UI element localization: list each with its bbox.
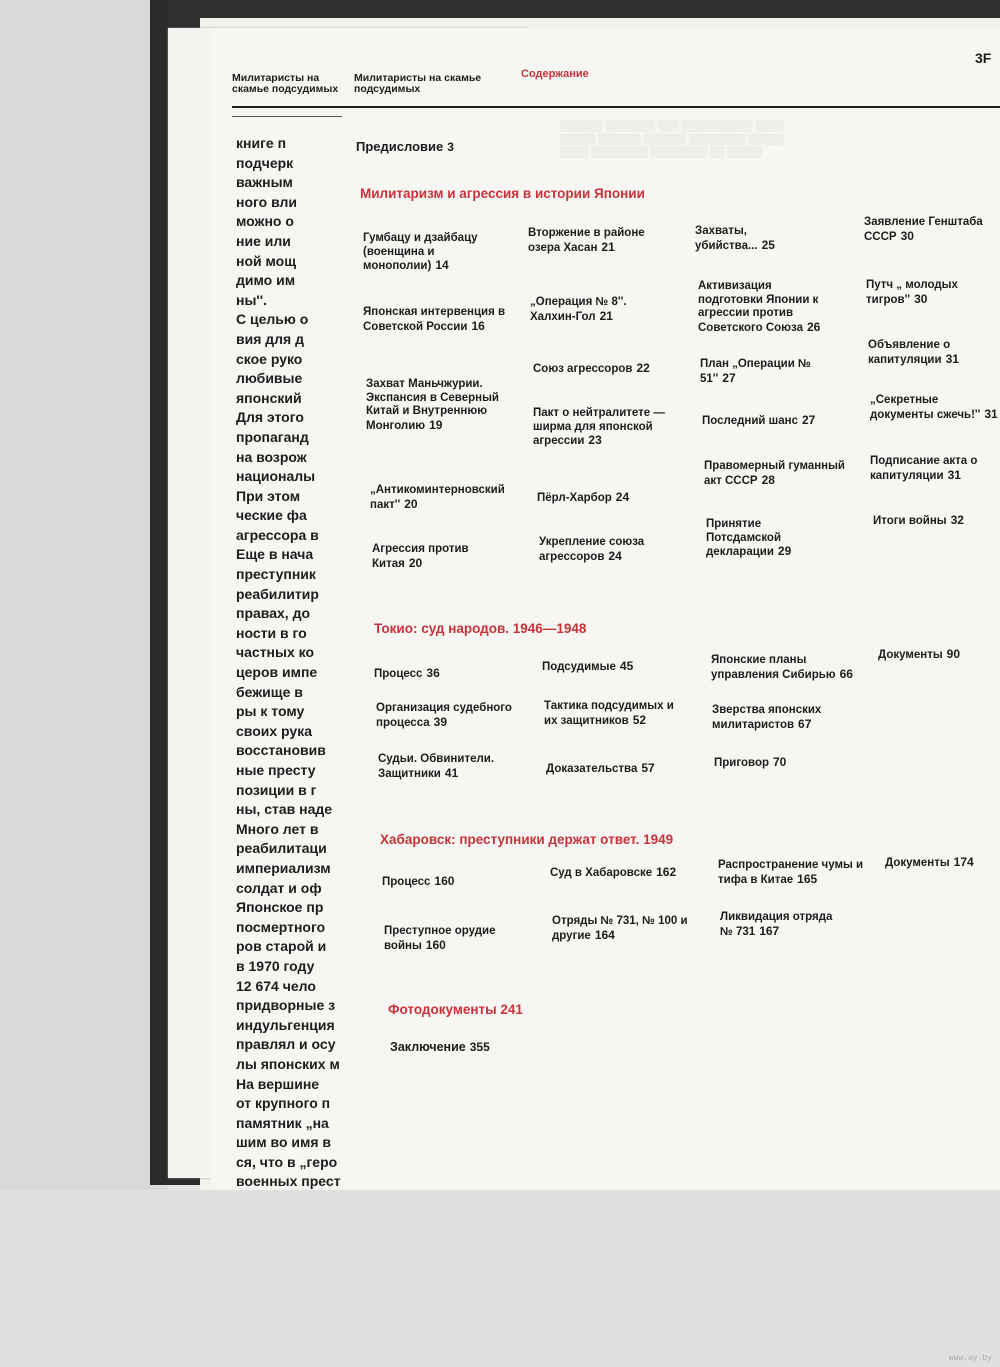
toc-entry[interactable]: Захваты, убийства... 25	[695, 225, 775, 252]
toc-entry[interactable]: Пёрл-Харбор 24	[537, 490, 630, 504]
toc-entry[interactable]: Преступное орудие войны 160	[384, 925, 496, 952]
running-header-left: Милитаристы на скамье подсудимых	[232, 72, 339, 95]
running-header: Милитаристы на скамье подсудимых	[354, 72, 482, 95]
toc-entry[interactable]: Приговор 70	[714, 755, 787, 769]
page-number: 3F	[975, 50, 992, 66]
toc-entry[interactable]: Заявление Генштаба СССР 30	[864, 216, 983, 243]
toc-entry[interactable]: Подписание акта о капитуляции 31	[870, 455, 978, 482]
toc-entry[interactable]: Итоги войны 32	[873, 513, 964, 527]
toc-entry[interactable]: Путч „ молодых тигров'' 30	[866, 279, 958, 306]
toc-entry[interactable]: Процесс 36	[374, 666, 440, 680]
toc-entry[interactable]: Ликвидация отряда № 731 167	[720, 911, 833, 938]
toc-entry[interactable]: Гумбацу и дзайбацу (военщина и монополии) 14	[363, 232, 478, 272]
toc-entry[interactable]: Суд в Хабаровске 162	[550, 865, 677, 879]
toc-entry[interactable]: Доказательства 57	[546, 761, 655, 775]
toc-entry[interactable]: Отряды № 731, № 100 и другие 164	[552, 915, 688, 942]
section-title: Токио: суд народов. 1946—1948	[374, 621, 587, 636]
watermark: www.ay.by	[948, 1354, 992, 1363]
section-title: Хабаровск: преступники держат ответ. 1949	[380, 832, 674, 847]
section-title: Милитаризм и агрессия в истории Японии	[360, 186, 645, 201]
toc-entry[interactable]: Документы 174	[885, 855, 974, 869]
bleed-through-text: ▒▒▒▒▒▒ ▒▒▒▒▒▒▒ ▒▒▒ ▒▒▒▒▒▒▒▒▒▒ ▒▒▒▒ ▒▒▒▒▒ ▒▒▒▒▒▒ ▒▒▒▒▒▒ ▒▒▒▒▒▒▒▒ ▒▒▒▒▒ ▒▒▒▒ ▒▒▒▒▒▒▒▒ ▒▒▒▒▒▒▒▒ ▒▒ ▒▒▒▒▒	[560, 121, 784, 158]
toc-entry[interactable]: Подсудимые 45	[542, 659, 634, 673]
toc-entry[interactable]: Активизация подготовки Японии к агрессии против Советского Союза 26	[698, 280, 821, 334]
toc-entry[interactable]: Тактика подсудимых и их защитников 52	[544, 700, 674, 727]
toc-entry[interactable]: „Секретные документы сжечь!'' 31	[870, 394, 998, 421]
contents-heading: Содержание	[521, 68, 589, 80]
scanner-bed	[0, 1190, 1000, 1367]
toc-entry[interactable]: Укрепление союза агрессоров 24	[539, 536, 645, 563]
toc-entry[interactable]: Процесс 160	[382, 874, 455, 888]
toc-entry-preface[interactable]: Предисловие 3	[356, 139, 454, 154]
toc-entry[interactable]: Организация судебного процесса 39	[376, 702, 512, 729]
toc-entry[interactable]: Японские планы управления Сибирью 66	[711, 654, 853, 681]
toc-entry[interactable]: Последний шанс 27	[702, 413, 816, 427]
toc-entry[interactable]: Документы 90	[878, 647, 961, 661]
scan-background	[0, 0, 168, 1367]
toc-entry[interactable]: Судьи. Обвинители. Защитники 41	[378, 753, 495, 780]
left-page-text: книге п подчерк важным ного вли можно о ние или ной мощ димо им ны''. С целью о вия для д ское руко любивые японский Для этого пропаганд на возрож националы При этом ческие фа агрессора в Еще в нача преступник реабилитир правах, до ности в го частных ко церов импе бежище в ры к тому своих рука восстановив ные престу позиции в г ны, став наде Много лет в реабилитаци империализм солдат и оф Японское пр посмертного ров старой и в 1970 году 12 674 чело придворные з индульгенция правлял и осу лы японских м На вершине от крупного п памятник „на шим во имя в ся, что в „геро военных прест	[236, 135, 341, 1190]
toc-entry[interactable]: Зверства японских милитаристов 67	[712, 704, 822, 731]
toc-entry[interactable]: Принятие Потсдамской декларации 29	[706, 518, 792, 558]
toc-entry-conclusion[interactable]: Заключение 355	[390, 1040, 490, 1054]
toc-entry[interactable]: Агрессия против Китая 20	[372, 543, 469, 570]
toc-entry[interactable]: Вторжение в районе озера Хасан 21	[528, 227, 645, 254]
toc-entry[interactable]: Объявление о капитуляции 31	[868, 339, 959, 366]
toc-entry[interactable]: План „Операции № 51'' 27	[700, 358, 811, 385]
toc-entry[interactable]: „Операция № 8''. Халхин-Гол 21	[530, 296, 627, 323]
toc-entry[interactable]: Захват Маньчжурии. Экспансия в Северный Китай и Внутреннюю Монголию 19	[366, 378, 499, 432]
toc-entry[interactable]: Правомерный гуманный акт СССР 28	[704, 460, 846, 487]
header-rule	[232, 106, 1000, 108]
toc-entry[interactable]: „Антикоминтерновский пакт'' 20	[370, 484, 505, 511]
toc-entry[interactable]: Распространение чумы и тифа в Китае 165	[718, 859, 864, 886]
toc-entry[interactable]: Японская интервенция в Советской России 16	[363, 306, 506, 333]
header-rule-short	[232, 116, 342, 117]
section-title-photo-documents[interactable]: Фотодокументы 241	[388, 1002, 523, 1017]
toc-entry[interactable]: Союз агрессоров 22	[533, 361, 650, 375]
toc-entry[interactable]: Пакт о нейтралитете — ширма для японской агрессии 23	[533, 407, 665, 447]
